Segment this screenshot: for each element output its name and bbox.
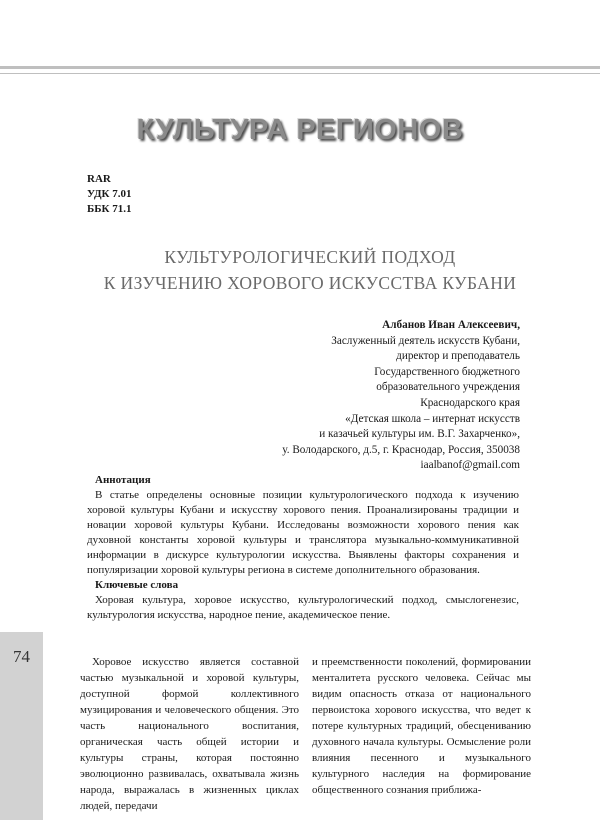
keywords-heading: Ключевые слова — [95, 579, 179, 591]
code-udk: УДК 7.01 — [87, 188, 132, 200]
author-detail: «Детская школа – интернат искусств — [345, 412, 520, 425]
author-detail: Государственного бюджетного — [374, 365, 520, 378]
body-column-left: Хоровое искусство является составной частью музыкальной и хоровой культуры, доступной формой коллективного музицирования и человеческого общения. Это часть национального воспитания, органическая часть общей истории и культуры страны, которая постоянно эволюционно развивалась, охватывала жизнь народа, выражалась в жизненных циклах людей, передачи — [80, 656, 299, 812]
article-title-line: КУЛЬТУРОЛОГИЧЕСКИЙ ПОДХОД — [164, 247, 456, 267]
abstract-heading: Аннотация — [95, 474, 151, 486]
abstract-text: В статье определены основные позиции культурологического подхода к изучению хоровой культуры Кубани и искусству хорового пения. Проанализированы традиции и новации хоровой культуры Кубани. Исследованы возможности хорового пения как духовной константы хоровой культуры и транслятора музыкально-коммуникативной информации в дискурсе культурологии искусства. Выявлены факторы сохранения и популяризации хоровой культуры региона в системе дополнительного образования. — [87, 489, 519, 576]
author-name: Албанов Иван Алексеевич, — [382, 319, 520, 331]
article-title-line: К ИЗУЧЕНИЮ ХОРОВОГО ИСКУССТВА КУБАНИ — [103, 273, 517, 293]
section-title: КУЛЬТУРА РЕГИОНОВ — [136, 114, 464, 146]
classification-codes — [87, 172, 132, 217]
author-detail: Заслуженный деятель искусств Кубани, — [331, 334, 520, 347]
author-email: iaalbanof@gmail.com — [420, 459, 520, 472]
author-detail: образовательного учреждения — [376, 381, 520, 394]
author-detail: Краснодарского края — [420, 396, 520, 409]
abstract-block — [87, 473, 519, 623]
author-block — [282, 318, 520, 474]
author-detail: директор и преподаватель — [396, 350, 520, 363]
page-number: 74 — [13, 647, 30, 666]
code-rar: RAR — [87, 173, 111, 185]
header-rule-thin — [0, 73, 600, 74]
body-column-right: и преемственности поколений, формировании менталитета русского человека. Сейчас мы видим опасность отказа от национального первоистока хорового искусства, что ведет к потере культурных традиций, обесцениванию духовного начала культуры. Осмысление роли влияния песенного и музыкального культурного наследия на формирование общественного сознания приближа- — [312, 656, 531, 796]
author-detail: и казачьей культуры им. В.Г. Захарченко», — [319, 428, 520, 441]
author-detail: у. Володарского, д.5, г. Краснодар, Россия, 350038 — [282, 443, 520, 456]
code-bbk: ББК 71.1 — [87, 203, 132, 215]
article-title — [40, 244, 580, 296]
keywords-text: Хоровая культура, хоровое искусство, культурологический подход, смыслогенезис, культурология искусства, народное пение, академическое пение. — [87, 594, 519, 621]
header-rule-thick — [0, 66, 600, 69]
